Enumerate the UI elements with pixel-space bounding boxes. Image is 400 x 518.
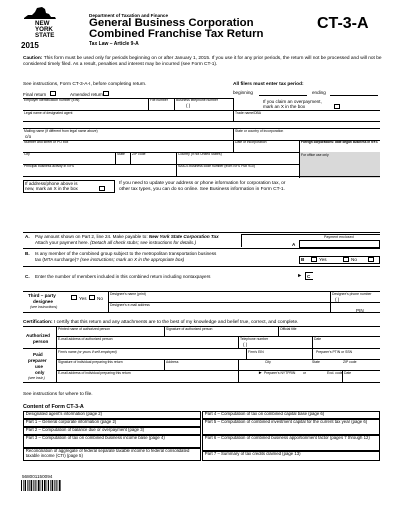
preparer-title-2: preparer	[28, 358, 47, 363]
update-info-line1: If you need to update your address or phone information for corporation tax, or	[119, 181, 286, 186]
file-number-label: File number	[150, 98, 168, 102]
update-info-line2: other tax types, you can do so online. See Business information in Form CT-1.	[119, 187, 285, 192]
official-title-input[interactable]	[278, 326, 380, 336]
certification-text: I certify that this return and any attachments are to the best of my knowledge and belief true, correct, and complete.	[53, 320, 299, 325]
authorized-name-input[interactable]	[56, 326, 164, 336]
caution-label: Caution:	[23, 56, 43, 61]
line-a-text2	[35, 240, 196, 245]
nytprin-arrow-icon: ►	[258, 370, 263, 375]
overpayment-line2-text: mark an X in the box	[263, 104, 306, 109]
preparer-state-label: State	[312, 360, 320, 364]
caution-text: This form must be used only for periods beginning on or after January 1, 2015. If you use it for any prior periods, the return will not be processed and will not be considered timely filed. As a result, penalties and interest may be incurred (see Form CT-1).	[23, 56, 382, 67]
line-b-yes-label: Yes	[319, 257, 327, 262]
mailing-name-input[interactable]	[23, 128, 233, 140]
designee-yes-label: Yes	[79, 296, 87, 301]
state-label: State	[117, 152, 125, 156]
contents-right-item: Part 6 – Computation of combined business apportionment factor (pages 7 through 12)	[202, 435, 380, 451]
line-b-mta: tax (MTA surcharge)?	[35, 257, 81, 262]
city-input[interactable]	[23, 152, 115, 164]
contents-right-item: Part 4 – Computation of tax on combined capital base (page 6)	[202, 411, 380, 419]
state-input[interactable]	[115, 152, 130, 164]
line-a-letter: A.	[25, 234, 30, 239]
designee-no-checkbox[interactable]	[89, 295, 95, 300]
preparer-email-input[interactable]	[56, 370, 238, 382]
designee-phone-input[interactable]: ( )	[335, 297, 340, 302]
tax-period-label: All filers must enter tax period:	[233, 82, 304, 87]
business-phone-input[interactable]: ( )	[186, 103, 191, 108]
designee-title-1: Third – party	[28, 293, 56, 298]
authorized-date-input[interactable]	[312, 336, 380, 348]
logo-line-state: STATE	[35, 32, 55, 39]
authorized-email-input[interactable]	[56, 336, 238, 348]
tax-period-beginning-label: beginning	[233, 90, 253, 95]
naics-label: NAICS business code number (from NYS Pub 910)	[178, 164, 255, 168]
designee-yes-checkbox[interactable]	[71, 295, 77, 300]
caution-notice	[23, 56, 385, 67]
firm-name-input[interactable]	[56, 348, 246, 359]
business-phone-label: Business telephone number	[176, 98, 219, 102]
line-a-text	[35, 234, 219, 239]
authorized-date-label: Date	[314, 337, 322, 341]
authorized-title-2: person	[33, 339, 49, 344]
overpayment-line1: If you claim an overpayment,	[263, 99, 322, 104]
office-use-label: For office use only	[301, 153, 329, 157]
authorized-phone-label: Telephone number	[240, 337, 269, 341]
preparer-date-label: Date	[344, 371, 352, 375]
amended-return-label: Amended return	[70, 92, 103, 97]
contents-right-item: Part 7 – Summary of tax credits claimed (page 13)	[202, 451, 380, 461]
line-c-text: Enter the number of members included in this combined return including nontaxpayers	[35, 274, 211, 279]
date-of-incorporation-label: Date of incorporation	[235, 140, 267, 144]
final-return-label: Final return	[23, 92, 47, 97]
legal-name-label: Legal name of designated agent	[24, 111, 73, 115]
form-id: CT-3-A	[317, 15, 369, 32]
preparer-zip-label: ZIP code	[343, 360, 357, 364]
principal-activity-input[interactable]	[23, 164, 176, 176]
form-year: 2015	[21, 41, 39, 50]
preparer-zip-input[interactable]	[332, 359, 380, 370]
tax-period-beginning-input[interactable]	[259, 95, 307, 96]
preparer-title-5: (see instr.)	[28, 376, 45, 380]
certification-label: Certification:	[23, 320, 53, 325]
trade-name-input[interactable]	[233, 110, 380, 121]
instructions-note: See instructions, Form CT-3-A-I, before completing return.	[23, 82, 147, 87]
zip-input[interactable]	[130, 152, 176, 164]
official-title-label: Official title	[280, 327, 297, 331]
designee-pin-input[interactable]	[330, 302, 380, 312]
firm-ein-input[interactable]	[246, 348, 312, 359]
line-b-no-label: No	[351, 257, 357, 262]
care-of-label: c/o	[25, 134, 32, 139]
file-number-input[interactable]	[148, 98, 174, 110]
contents-left-item: Part 2 – Computation of balance due or overpayment (page 3)	[23, 427, 201, 435]
contents-left-item: Part 3 – Computation of tax on combined business income base (page 4)	[23, 435, 201, 448]
preparer-date-input[interactable]	[342, 370, 380, 382]
address-change-line1: If address/phone above is	[25, 181, 78, 186]
state-of-incorporation-input[interactable]	[233, 128, 380, 140]
foreign-corp-label: Foreign corporations: date began business in NYS	[301, 140, 378, 144]
ein-label: Employer identification number (EIN)	[24, 98, 80, 102]
tax-period-ending-label: ending	[312, 90, 326, 95]
form-title-line1: General Business Corporation	[89, 17, 254, 29]
line-b-extra-checkbox[interactable]	[368, 257, 374, 262]
naics-input[interactable]	[176, 164, 299, 176]
mailing-name-label: Mailing name (if different from legal name above)	[24, 129, 98, 133]
authorized-name-label: Printed name of authorized person	[58, 327, 111, 331]
line-a-detach: (Detach all check stubs; see instructions for details.)	[90, 240, 197, 245]
designee-title-2: designee	[33, 299, 53, 304]
country-input[interactable]	[176, 152, 299, 164]
street-address-label: Number and street or PO box	[24, 140, 69, 144]
barcode-number: 568001150094	[22, 474, 53, 479]
preparer-address-input[interactable]	[164, 359, 238, 370]
line-a-attach: Attach your payment here.	[35, 240, 91, 245]
department-name: Department of Taxation and Finance	[89, 13, 169, 18]
line-c-arrow-icon: ►	[297, 273, 303, 279]
line-b-note: (see instructions; mark an X in the appropriate box)	[80, 257, 185, 262]
logo-line-york: YORK	[35, 26, 53, 33]
line-b-box-letter: B	[301, 257, 305, 262]
line-b-no-checkbox[interactable]	[343, 257, 349, 262]
designee-pin-label: PIN	[356, 308, 364, 313]
preparer-title-1: Paid	[33, 352, 43, 357]
contents-right-item: Part 5 – Computation of combined investment capital for the current tax year (page 6)	[202, 419, 380, 435]
authorized-signature-label: Signature of authorized person	[166, 327, 213, 331]
street-address-input[interactable]	[23, 140, 233, 152]
address-change-line2: new, mark an X in the box	[25, 186, 78, 191]
line-a-main: Pay amount shown on Part 2, line 24. Make payable to:	[35, 234, 149, 239]
preparer-address-label: Address	[166, 360, 179, 364]
line-b-text2	[35, 257, 184, 262]
form-subtitle: Tax Law – Article 9-A	[89, 41, 139, 47]
line-c-letter: C.	[25, 274, 30, 279]
tax-period-ending-input[interactable]	[330, 95, 378, 96]
preparer-city-label: City	[265, 360, 271, 364]
line-a-box-letter: A	[292, 242, 296, 247]
zip-label: ZIP code	[132, 152, 146, 156]
excl-code-input[interactable]	[310, 370, 340, 382]
form-title-line2: Combined Franchise Tax Return	[89, 28, 264, 40]
preparer-city-input[interactable]	[238, 359, 288, 370]
preparer-signature-label: Signature of individual preparing this return	[58, 360, 123, 364]
firm-name-note: (or yours if self-employed)	[77, 350, 117, 354]
designee-email-input[interactable]	[108, 302, 330, 312]
line-b-letter: B.	[25, 251, 30, 256]
preparer-state-input[interactable]	[300, 359, 330, 370]
member-count-input[interactable]	[313, 272, 380, 280]
where-to-file-note: See instructions for where to file.	[23, 392, 93, 397]
line-b-text: Is any member of the combined group subject to the metropolitan transportation business	[35, 251, 217, 256]
date-of-incorporation-input[interactable]	[233, 140, 299, 152]
designee-no-label: No	[97, 296, 103, 301]
line-b-yes-checkbox[interactable]	[311, 257, 317, 262]
foreign-corp-date-input[interactable]	[299, 140, 380, 152]
authorized-phone-input[interactable]: ( )	[243, 342, 248, 347]
country-label: Country (if not United States)	[178, 152, 222, 156]
excl-code-label: Excl. code	[327, 371, 343, 375]
authorized-signature-input[interactable]	[164, 326, 278, 336]
barcode-icon	[21, 480, 61, 491]
designee-title-3: (see instructions)	[30, 305, 58, 309]
contents-left-item: Designated agent's information (page 2)	[23, 411, 201, 419]
preparer-email-label: E-mail address of individual preparing this return	[58, 371, 131, 375]
nytprin-or-label: or	[303, 371, 307, 375]
principal-activity-label: Principal business activity in NYS	[24, 164, 75, 168]
address-change-checkbox[interactable]	[99, 186, 105, 191]
overpayment-line2	[263, 104, 305, 109]
preparer-title-4: only	[35, 370, 45, 375]
firm-name-label-text: Firm's name	[58, 350, 77, 354]
authorized-email-label: E-mail address of authorized person	[58, 337, 113, 341]
line-c-box-letter: C	[307, 274, 311, 279]
preparer-signature-input[interactable]	[56, 359, 164, 370]
payment-enclosed-label: Payment enclosed	[324, 235, 354, 239]
contents-left-item: Reconciliation of aggregate of federal separate taxable income to federal consolidated taxable income (CTI) (page 5)	[23, 448, 201, 461]
amended-return-checkbox[interactable]	[103, 91, 109, 96]
state-of-incorporation-label: State or country of incorporation	[235, 129, 284, 133]
city-label: City	[24, 152, 30, 156]
trade-name-label: Trade name/DBA	[235, 111, 262, 115]
authorized-title-1: Authorized	[26, 333, 50, 338]
logo-line-new: NEW	[35, 20, 50, 27]
final-return-checkbox[interactable]	[50, 91, 56, 96]
ptin-input[interactable]	[312, 348, 380, 359]
ein-input[interactable]	[23, 98, 148, 110]
line-a-payee: New York State Corporation Tax	[148, 234, 219, 239]
preparer-title-3: use	[35, 364, 43, 369]
firm-ein-label: Firm's EIN	[248, 350, 264, 354]
designee-email-label: Designee's e-mail address	[110, 303, 150, 307]
designee-name-label: Designee's name (print)	[110, 292, 146, 296]
ny-state-map-icon	[22, 6, 58, 20]
nytprin-input[interactable]	[262, 370, 302, 382]
contents-left-item: Part 1 – General corporate information (page 2)	[23, 419, 201, 427]
payment-enclosed-input[interactable]	[299, 240, 380, 248]
ptin-label: Preparer's PTIN or SSN	[316, 350, 353, 354]
overpayment-checkbox[interactable]	[334, 104, 340, 109]
contents-heading: Content of Form CT-3-A	[23, 404, 84, 410]
legal-name-input[interactable]	[23, 110, 233, 121]
nytprin-label: Preparer's NYTPRIN	[264, 371, 296, 375]
designee-name-input[interactable]	[108, 291, 330, 298]
certification	[23, 320, 298, 325]
designee-phone-label: Designee's phone number	[332, 292, 372, 296]
